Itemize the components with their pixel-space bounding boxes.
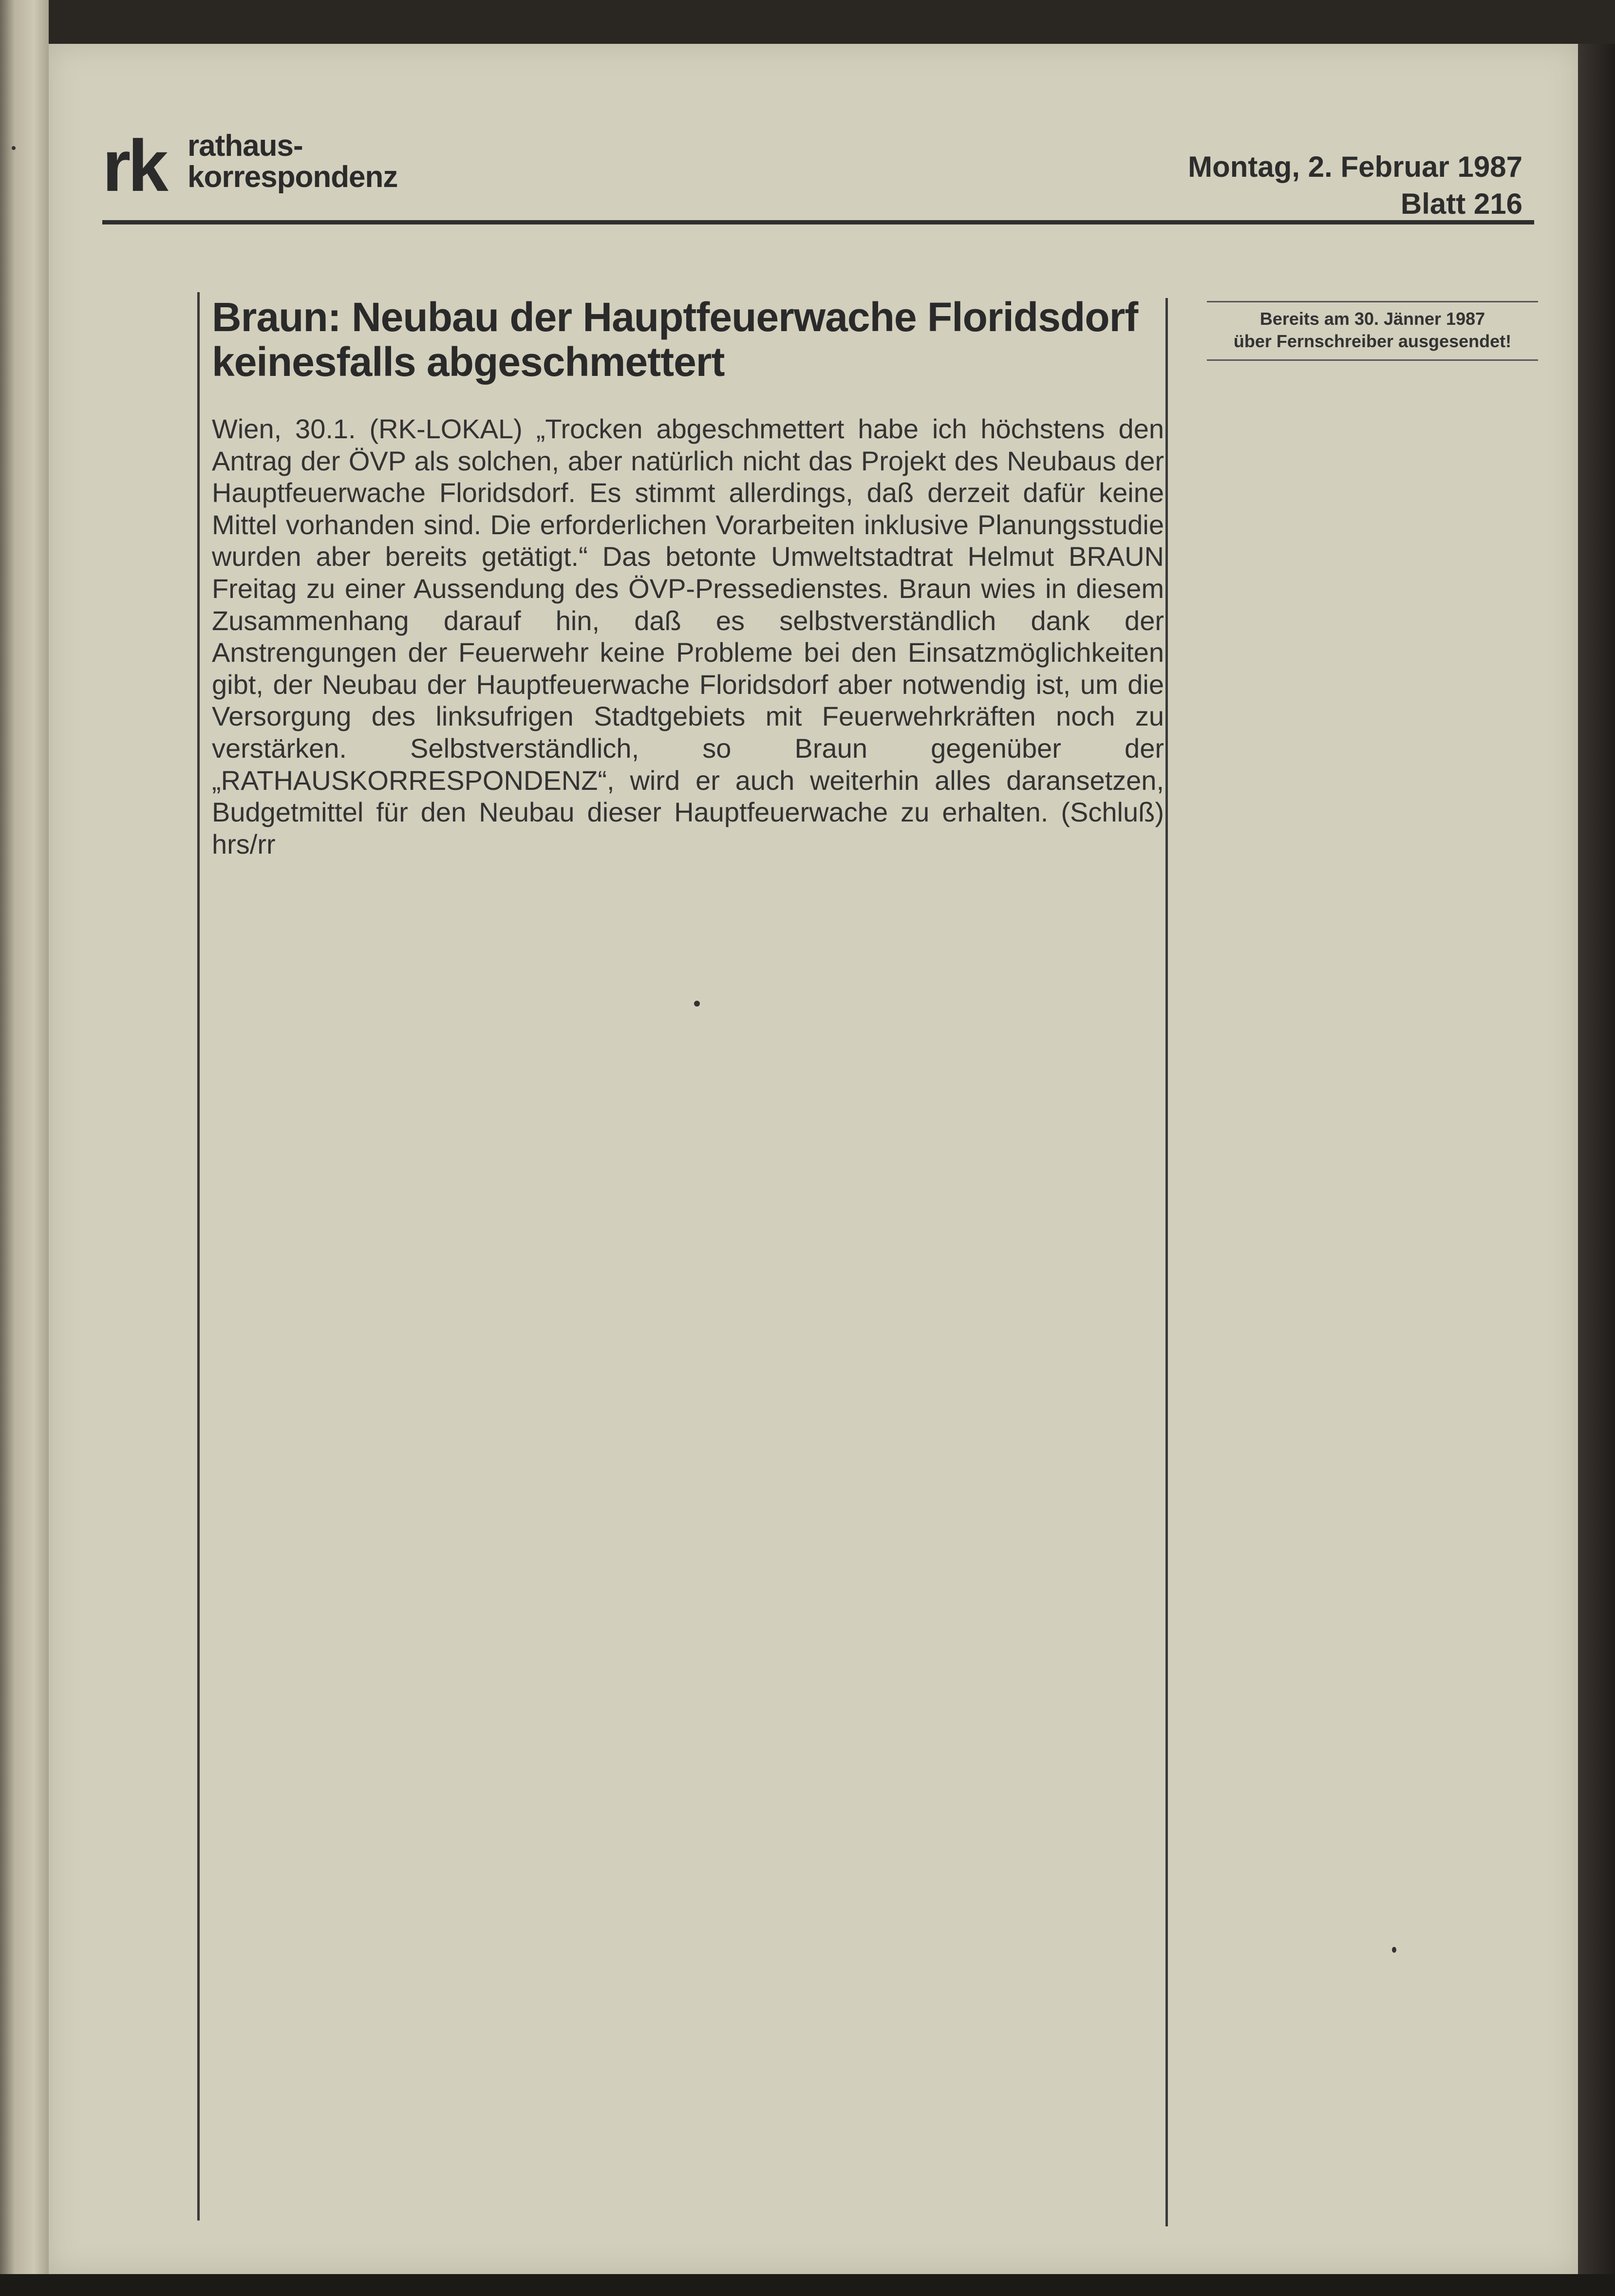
column-rule-left bbox=[197, 292, 200, 2221]
page-edge-right bbox=[1578, 44, 1615, 2274]
brand-line-1: rathaus- bbox=[188, 129, 303, 163]
sheet-number: Blatt 216 bbox=[1400, 187, 1522, 220]
column-rule-right bbox=[1165, 298, 1168, 2226]
headline-line-2: keinesfalls abgeschmettert bbox=[212, 339, 725, 385]
ink-speck bbox=[694, 1001, 700, 1007]
issue-info bbox=[1188, 149, 1522, 223]
side-note-rule-top bbox=[1207, 301, 1538, 302]
article-headline bbox=[212, 295, 1147, 384]
book-binding bbox=[0, 0, 49, 2296]
masthead-divider bbox=[102, 220, 1534, 224]
issue-date: Montag, 2. Februar 1987 bbox=[1188, 150, 1522, 183]
headline-line-1: Braun: Neubau der Hauptfeuerwache Floridsdorf bbox=[212, 294, 1138, 340]
ink-speck bbox=[1392, 1947, 1396, 1953]
rk-logo: rk bbox=[102, 125, 166, 206]
brand-name bbox=[188, 131, 397, 193]
brand-line-2: korrespondenz bbox=[188, 160, 398, 194]
dispatch-note-line-2: über Fernschreiber ausgesendet! bbox=[1233, 331, 1512, 351]
dispatch-note bbox=[1207, 308, 1538, 353]
side-note-rule-bottom bbox=[1207, 359, 1538, 361]
ink-speck bbox=[12, 146, 16, 150]
page-edge-bottom bbox=[0, 2274, 1615, 2296]
article-body: Wien, 30.1. (RK-LOKAL) „Trocken abgeschmettert habe ich höchstens den Antrag der ÖVP als solchen, aber natürlich nicht das Projekt des Neubaus der Hauptfeuerwache Floridsdorf. Es stimmt allerdings, daß derzeit dafür keine Mittel vorhanden sind. Die erforderlichen Vorarbeiten inklusive Planungsstudie wurden aber bereits getätigt.“ Das betonte Umweltstadtrat Helmut BRAUN Freitag zu einer Aussendung des ÖVP-Pressedienstes. Braun wies in diesem Zusammenhang darauf hin, daß es selbstverständlich dank der Anstrengungen der Feuerwehr keine Probleme bei den Einsatzmöglichkeiten gibt, der Neubau der Hauptfeuerwache Floridsdorf aber notwendig ist, um die Versorgung des linksufrigen Stadtgebiets mit Feuerwehrkräften noch zu verstärken. Selbstverständlich, so Braun gegenüber der „RATHAUSKORRESPONDENZ“, wird er auch weiterhin alles daransetzen, Budgetmittel für den Neubau dieser Hauptfeuerwache zu erhalten. (Schluß) hrs/rr bbox=[212, 413, 1164, 859]
dispatch-note-line-1: Bereits am 30. Jänner 1987 bbox=[1259, 309, 1485, 329]
